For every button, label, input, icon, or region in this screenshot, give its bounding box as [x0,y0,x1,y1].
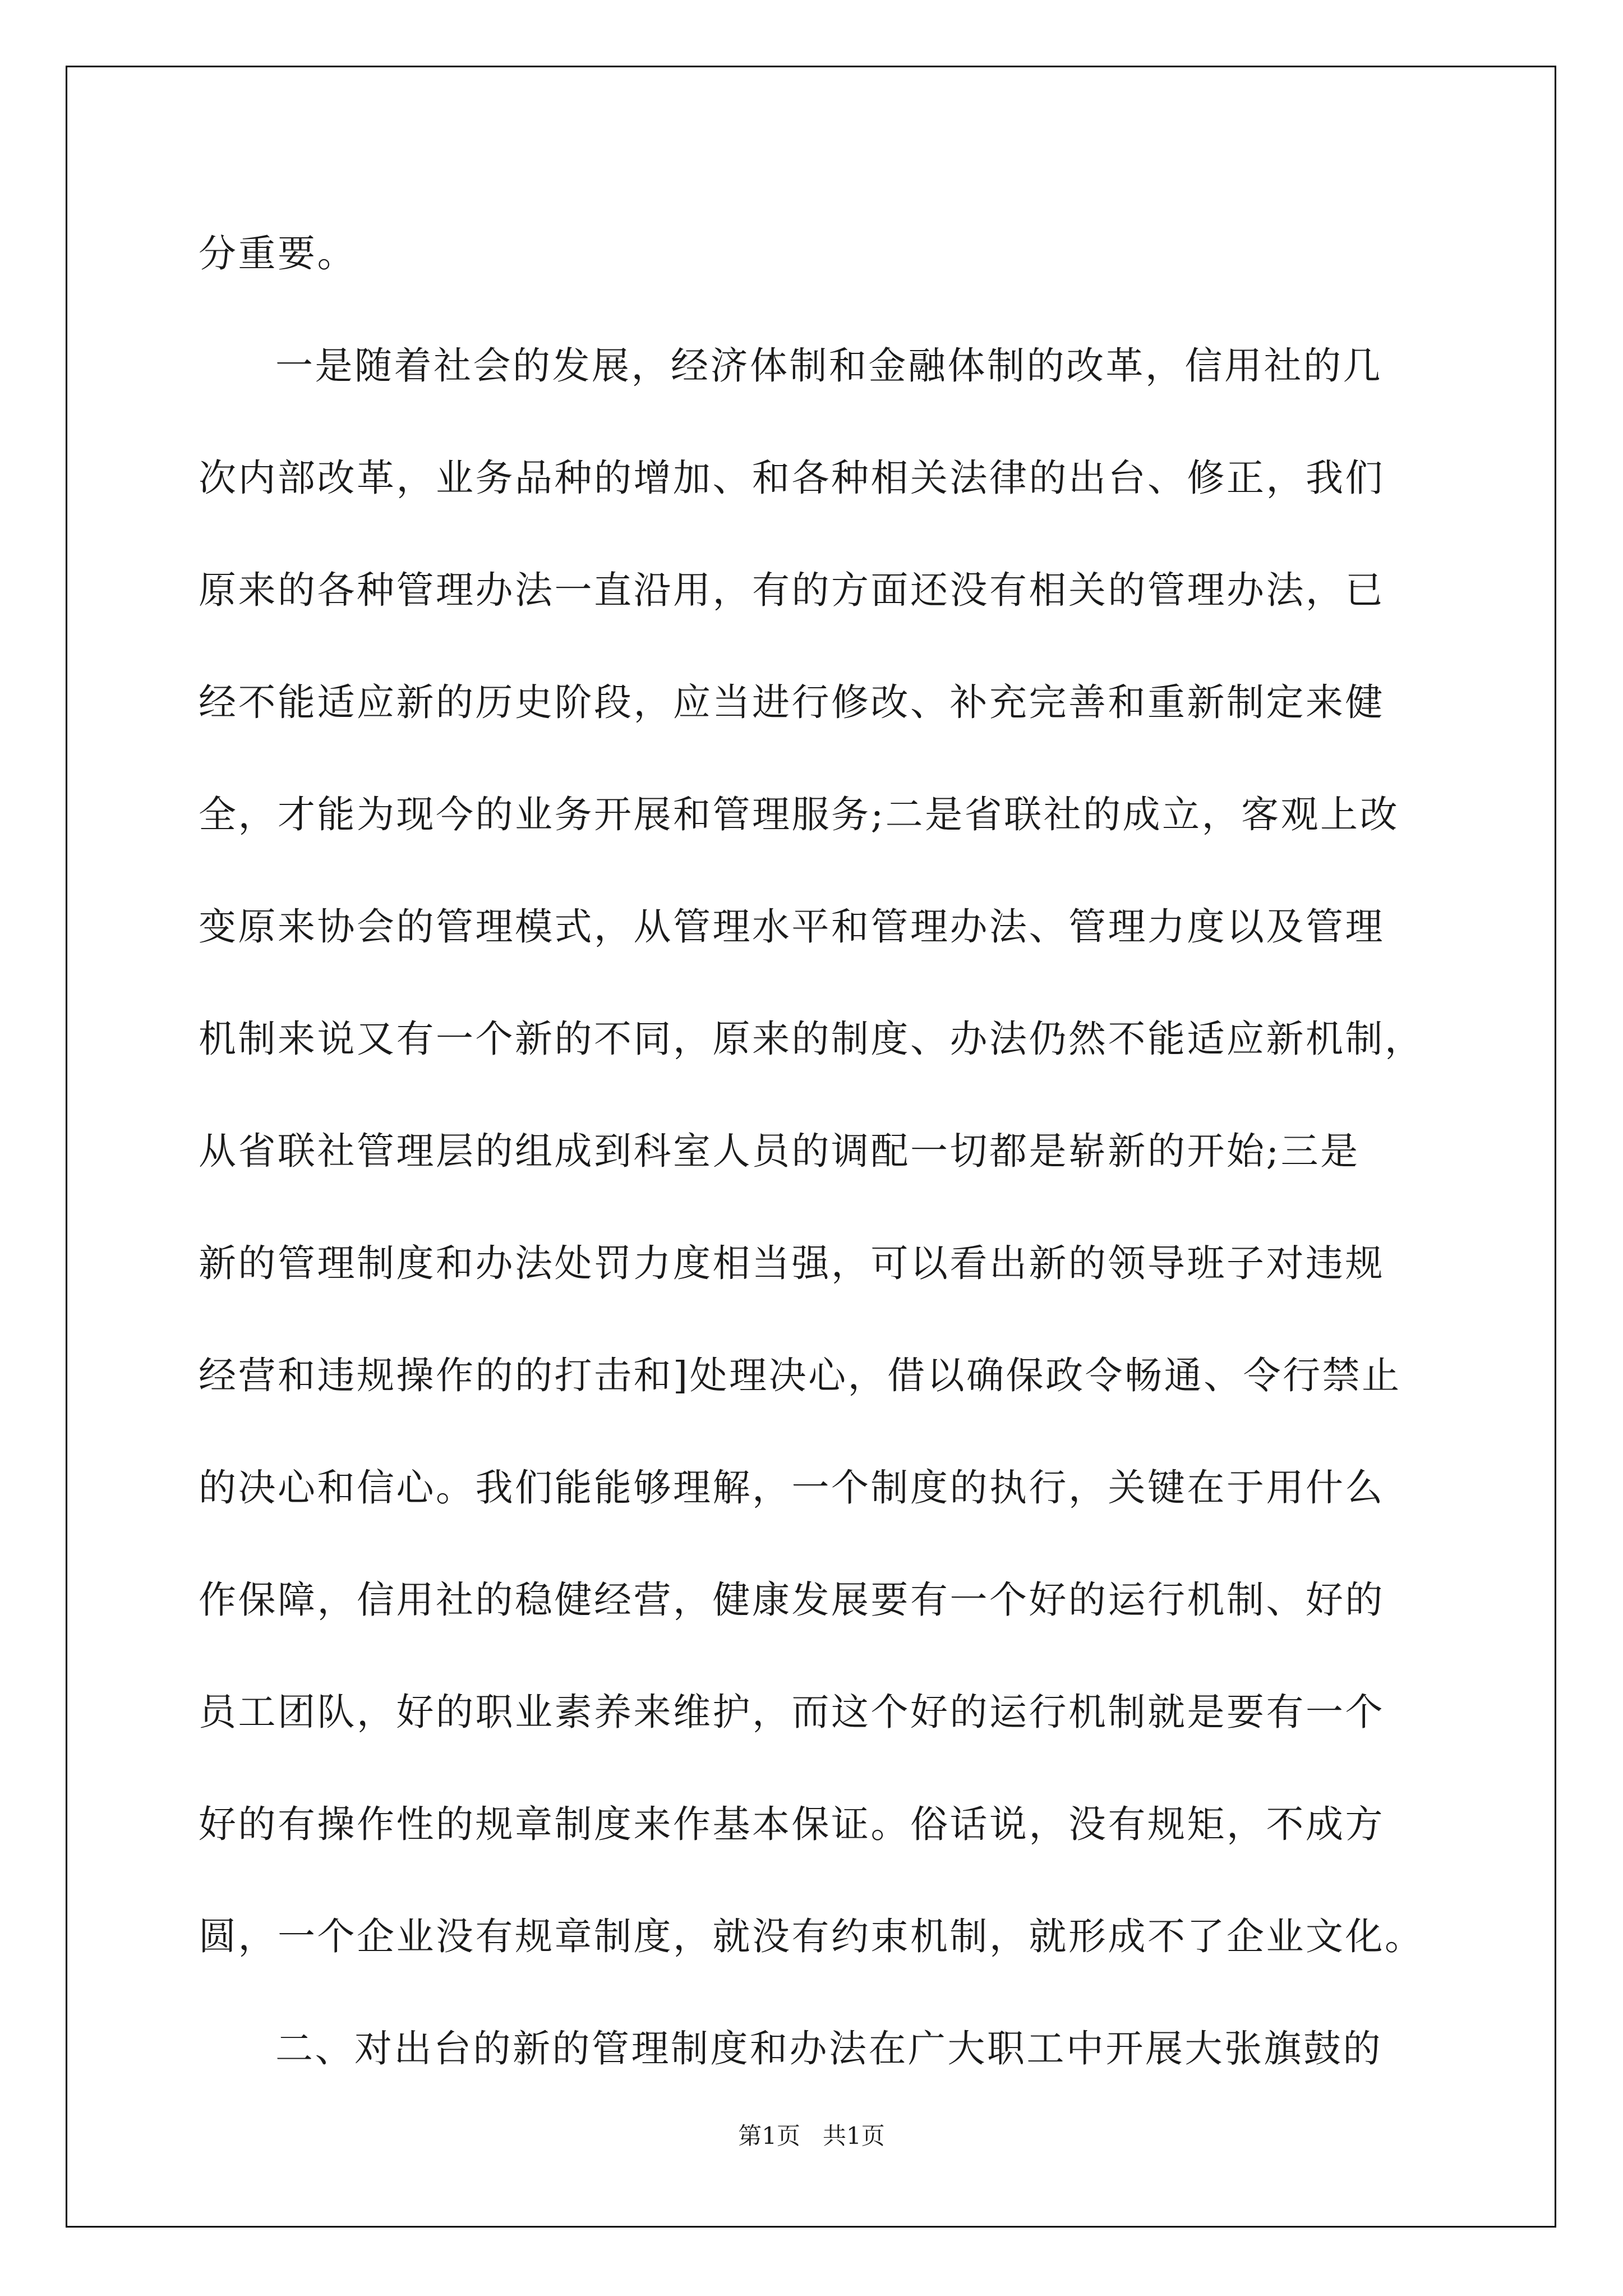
text-line: 圆，一个企业没有规章制度，就没有约束机制，就形成不了企业文化。 [199,1915,1424,1958]
text-line: 好的有操作性的规章制度来作基本保证。俗话说，没有规矩，不成方 [199,1802,1385,1846]
text-line: 原来的各种管理办法一直沿用，有的方面还没有相关的管理办法，已 [199,568,1385,612]
text-line: 新的管理制度和办法处罚力度相当强，可以看出新的领导班子对违规 [199,1241,1385,1285]
page-footer [0,2119,1623,2153]
text-line: 经营和违规操作的的打击和]处理决心，借以确保政令畅通、令行禁止 [199,1354,1401,1397]
text-line: 二、对出台的新的管理制度和办法在广大职工中开展大张旗鼓的 [275,2027,1382,2070]
page-total: 共1页 [823,2122,885,2150]
text-line: 次内部改革，业务品种的增加、和各种相关法律的出台、修正，我们 [199,456,1385,500]
document-body [199,197,1444,2105]
text-line: 的决心和信心。我们能能够理解，一个制度的执行，关键在于用什么 [199,1466,1385,1510]
text-line: 分重要。 [199,232,357,275]
text-line: 员工团队，好的职业素养来维护，而这个好的运行机制就是要有一个 [199,1690,1385,1734]
text-line: 从省联社管理层的组成到科室人员的调配一切都是崭新的开始;三是 [199,1129,1360,1173]
text-line: 经不能适应新的历史阶段，应当进行修改、补充完善和重新制定来健 [199,680,1385,724]
text-line: 一是随着社会的发展，经济体制和金融体制的改革，信用社的几 [275,344,1382,388]
text-line: 变原来协会的管理模式，从管理水平和管理办法、管理力度以及管理 [199,905,1385,949]
text-line: 作保障，信用社的稳健经营，健康发展要有一个好的运行机制、好的 [199,1578,1385,1622]
page-number: 第1页 [738,2122,800,2150]
text-line: 机制来说又有一个新的不同，原来的制度、办法仍然不能适应新机制， [199,1017,1424,1061]
text-line: 全，才能为现今的业务开展和管理服务;二是省联社的成立，客观上改 [199,793,1400,836]
